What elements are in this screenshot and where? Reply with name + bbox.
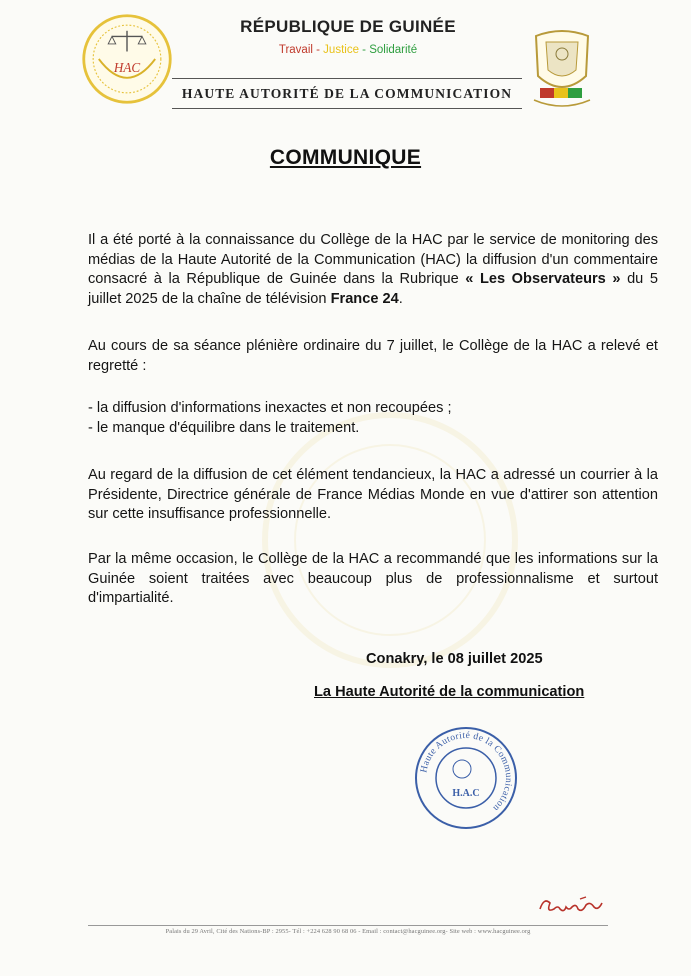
svg-text:Haute Autorité de la Communica: Haute Autorité de la Communication [419, 730, 514, 813]
header-divider [172, 108, 522, 109]
motto-separator: - [358, 44, 370, 56]
svg-text:HAC: HAC [113, 60, 141, 76]
signature-icon [536, 893, 606, 917]
paragraph-text: Il a été porté à la connaissance du Collège de la HAC par le service de monitoring des médias de la Haute Autorité de la Communication (HAC) la diffusion d'un commentaire consacré à la République de Guinée dans la Rubrique [88, 232, 658, 287]
document-title: COMMUNIQUE [269, 146, 422, 169]
paragraph-letter: Au regard de la diffusion de cet élément tendancieux, la HAC a adressé un courrier à la Présidente, Directrice générale de France Médias Monde en vue d'attirer son attention sur cette insuffisance professionnelle. [88, 467, 658, 522]
channel-name: France 24 [330, 290, 399, 307]
official-stamp-icon [412, 724, 520, 832]
header-divider [172, 78, 522, 79]
national-motto [180, 44, 516, 56]
list-item: - le manque d'équilibre dans le traitement. [88, 419, 360, 436]
date-place: Conakry, le 08 juillet 2025 [366, 651, 543, 667]
paragraph-text: du 5 juillet 2025 de la chaîne de télévision [88, 271, 658, 307]
motto-justice: Justice [323, 44, 359, 56]
list-item: - la diffusion d'informations inexactes et non recoupées ; [88, 400, 452, 416]
paragraph-text: . [398, 290, 403, 307]
hac-watermark-icon [200, 410, 580, 670]
footer-divider [88, 925, 608, 926]
bullet-list [88, 399, 658, 438]
motto-work: Travail [278, 44, 313, 56]
motto-separator: - [312, 44, 324, 56]
coat-of-arms-icon [526, 24, 598, 114]
authority-title: HAUTE AUTORITÉ DE LA COMMUNICATION [181, 86, 513, 101]
country-title: RÉPUBLIQUE DE GUINÉE [240, 17, 456, 36]
paragraph-recommendation: Par la même occasion, le Collège de la HAC a recommandé que les informations sur la Guinée soient traitées avec beaucoup plus de professionnalisme et surtout d'impartialité. [88, 551, 658, 606]
svg-text:H.A.C: H.A.C [452, 788, 480, 799]
signatory: La Haute Autorité de la communication [314, 684, 585, 700]
program-name: « Les Observateurs » [465, 271, 621, 287]
motto-solidarity: Solidarité [369, 44, 418, 56]
hac-logo-icon [80, 12, 174, 106]
footer-contact: Palais du 29 Avril, Cité des Nations-BP : 2955- Tél : +224 628 90 68 06 - Email : contact@hacguinee.org- Site web : www.hacguinee.org [165, 928, 531, 935]
paragraph-session: Au cours de sa séance plénière ordinaire du 7 juillet, le Collège de la HAC a relevé et regretté : [88, 338, 658, 374]
paragraph-monitoring [88, 231, 658, 309]
